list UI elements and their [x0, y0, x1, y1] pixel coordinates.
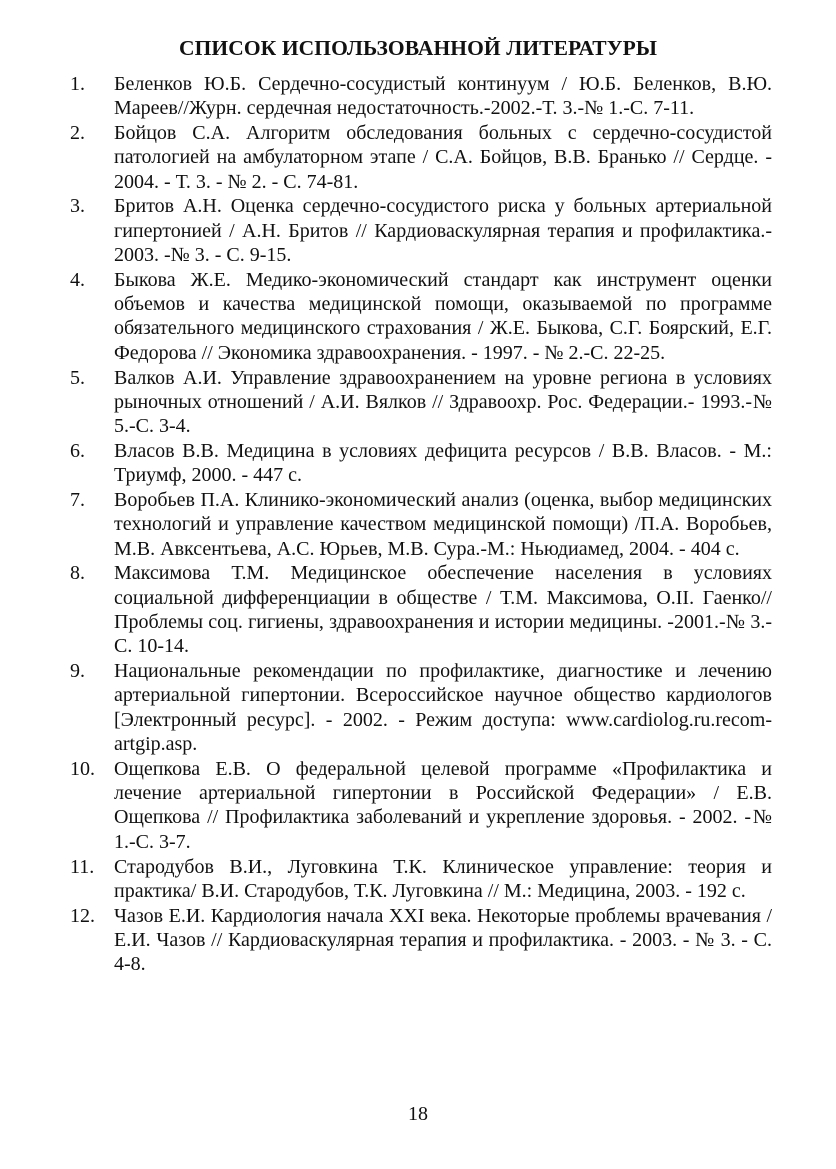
list-item [70, 194, 772, 267]
list-item [70, 439, 772, 488]
reference-text: Национальные рекомендации по профилактике, диагностике и лечению артериальной гипертонии. Всероссийское научное общество кардиологов [Электронный ресурс]. - 2002. - Режим доступа: www.cardiolog.ru.recom-artgip.asp. [114, 660, 772, 756]
reference-text: Бритов А.Н. Оценка сердечно-сосудистого риска у больных артериальной гипертонией / А.Н. Бритов // Кардиоваскулярная терапия и профилактика.- 2003. -№ 3. - С. 9-15. [114, 195, 772, 267]
list-item [70, 561, 772, 658]
reference-number: 1. [70, 73, 85, 95]
reference-list [70, 72, 772, 977]
list-item [70, 757, 772, 854]
list-item [70, 268, 772, 365]
reference-number: 12. [70, 904, 95, 927]
reference-text: Валков А.И. Управление здравоохранением на уровне региона в условиях рыночных отношений / А.И. Вялков // Здравоохр. Рос. Федерации.- 1993.-№ 5.-С. 3-4. [114, 366, 772, 438]
page-title: СПИСОК ИСПОЛЬЗОВАННОЙ ЛИТЕРАТУРЫ [178, 36, 658, 60]
list-item [70, 488, 772, 561]
list-item [70, 121, 772, 194]
reference-text: Быкова Ж.Е. Медико-экономический стандарт как инструмент оценки объемов и качества медицинской помощи, оказываемой по программе обязательного медицинского страхования / Ж.Е. Быкова, С.Г. Боярский, Е.Г. Федорова // Экономика здравоохранения. - 1997. - № 2.-С. 22-25. [114, 268, 772, 364]
list-item [70, 904, 772, 977]
reference-number: 4. [70, 268, 85, 291]
list-item [70, 366, 772, 439]
reference-text: Чазов Е.И. Кардиология начала XXI века. Некоторые проблемы врачевания / Е.И. Чазов // Кардиоваскулярная терапия и профилактика. - 2003. - № 3. - С. 4-8. [114, 904, 772, 976]
page-number: 18 [408, 1103, 428, 1125]
reference-text: Ощепкова Е.В. О федеральной целевой программе «Профилактика и лечение артериальной гипертонии в Российской Федерации» / Е.В. Ощепкова // Профилактика заболеваний и укрепление здоровья. - 2002. -№ 1.-С. 3-7. [114, 757, 772, 853]
reference-number: 2. [70, 122, 85, 145]
reference-text: Бойцов С.А. Алгоритм обследования больных с сердечно-сосудистой патологией на амбулаторном этапе / С.А. Бойцов, В.В. Бранько // Сердце. - 2004. - Т. 3. - № 2. - С. 74-81. [114, 122, 772, 193]
reference-number: 11. [70, 855, 95, 878]
reference-text: Воробьев П.А. Клинико-экономический анализ (оценка, выбор медицинских технологий и управление качеством медицинской помощи) /П.А. Воробьев, М.В. Авксентьева, А.С. Юрьев, М.В. Сура.-М.: Ньюдиамед, 2004. - 404 с. [114, 489, 772, 560]
reference-number: 8. [70, 562, 85, 585]
reference-text: Максимова Т.М. Медицинское обеспечение населения в условиях социальной дифференциации в обществе / Т.М. Максимова, О.II. Гаенко//Проблемы соц. гигиены, здравоохранения и истории медицины. -2001.-№ 3.-С. 10-14. [114, 562, 772, 658]
reference-number: 6. [70, 439, 85, 462]
reference-text: Беленков Ю.Б. Сердечно-сосудистый континуум / Ю.Б. Беленков, В.Ю. Мареев//Журн. сердечная недостаточность.-2002.-Т. 3.-№ 1.-С. 7-11. [114, 73, 772, 120]
reference-text: Власов В.В. Медицина в условиях дефицита ресурсов / В.В. Власов. - М.: Триумф, 2000. - 447 с. [114, 439, 772, 487]
reference-number: 5. [70, 366, 85, 389]
list-item [70, 855, 772, 904]
reference-number: 10. [70, 757, 95, 780]
list-item [70, 659, 772, 756]
reference-number: 9. [70, 660, 85, 683]
reference-text: Стародубов В.И., Луговкина Т.К. Клиническое управление: теория и практика/ В.И. Стародубов, Т.К. Луговкина // М.: Медицина, 2003. - 192 с. [114, 855, 772, 902]
reference-number: 7. [70, 489, 85, 512]
list-item [70, 72, 772, 121]
reference-number: 3. [70, 195, 85, 218]
